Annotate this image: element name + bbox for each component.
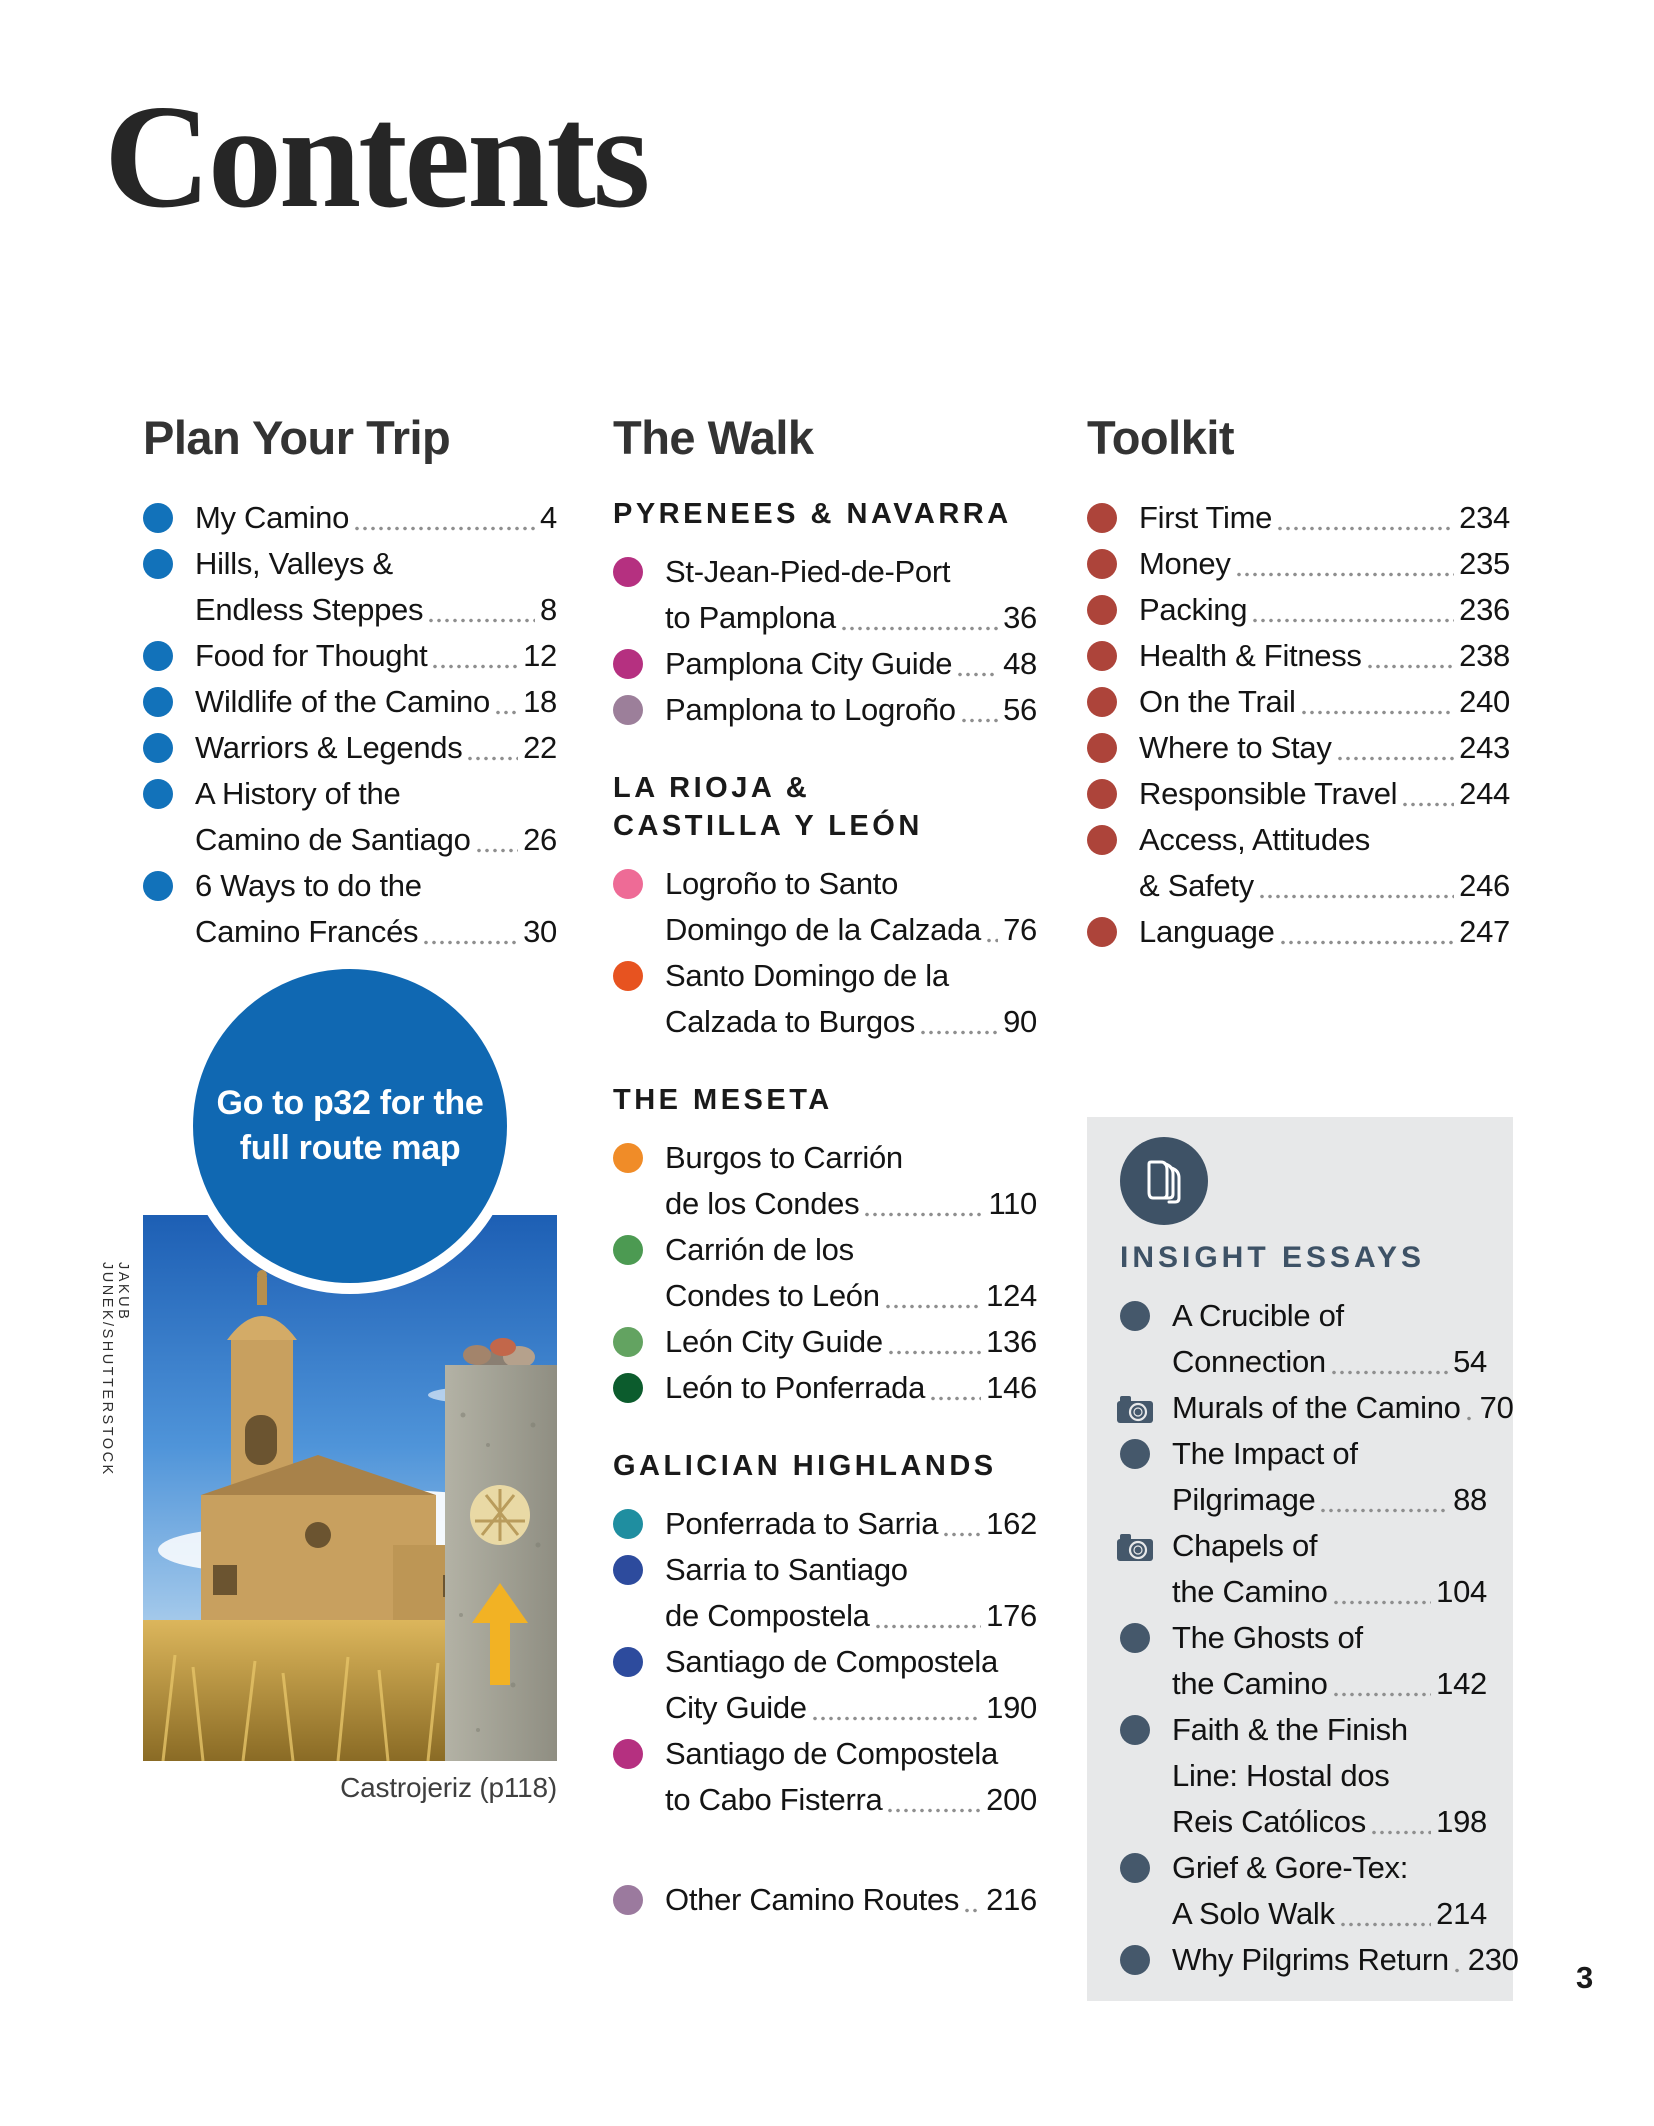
bullet-icon (1120, 1853, 1150, 1883)
bullet-icon (613, 649, 643, 679)
toc-entry-line: to Pamplona (665, 600, 836, 635)
toc-entry-text (665, 1731, 1037, 1823)
photo-credit: JAKUB JUNEK/SHUTTERSTOCK (99, 1262, 131, 1477)
toc-entry-line: My Camino (195, 500, 350, 535)
bullet-icon (143, 549, 173, 579)
leader-dots (1366, 633, 1455, 679)
toc-section (613, 1081, 1037, 1411)
toc-entry[interactable] (613, 1365, 1037, 1411)
leader-dots (874, 1593, 982, 1639)
toc-entry-text (195, 541, 557, 633)
leader-dots (960, 687, 998, 733)
toc-entry-line: First Time (1139, 500, 1273, 535)
toc-entry-text (665, 1227, 1037, 1319)
toc-entry-line: A Solo Walk (1172, 1896, 1335, 1931)
toc-page-number: 136 (986, 1324, 1037, 1359)
toc-entry[interactable] (1087, 817, 1510, 909)
leader-dots (1276, 495, 1454, 541)
toc-entry-line: León to Ponferrada (665, 1370, 926, 1405)
toc-entry[interactable] (1120, 1385, 1514, 1431)
leader-dots (1401, 771, 1454, 817)
column-heading: The Walk (613, 411, 814, 464)
toc-page-number: 104 (1436, 1574, 1487, 1609)
toc-page-number: 198 (1436, 1804, 1487, 1839)
toc-entry-text (195, 863, 557, 955)
toc-entry[interactable] (613, 641, 1037, 687)
toc-page-number: 12 (523, 638, 557, 673)
toc-entry-line: A History of the (195, 776, 401, 811)
toc-entry-text (1172, 1845, 1487, 1937)
leader-dots (1300, 679, 1455, 725)
leader-dots (1370, 1799, 1431, 1845)
leader-dots (886, 1777, 981, 1823)
section-header (613, 1447, 1037, 1485)
toc-page-number: 244 (1459, 776, 1510, 811)
bullet-icon (143, 871, 173, 901)
photo-caption: Castrojeriz (p118) (340, 1772, 557, 1803)
toc-entry-text (1172, 1431, 1487, 1523)
section-header-line: LA RIOJA & (613, 772, 811, 804)
toc-entry[interactable] (613, 1547, 1037, 1639)
leader-dots (1453, 1937, 1463, 1983)
toc-entry-line: On the Trail (1139, 684, 1296, 719)
camera-icon (1120, 1531, 1150, 1561)
toc-entry-line: Money (1139, 546, 1231, 581)
toc-page-number: 26 (523, 822, 557, 857)
toc-entry-line: The Ghosts of (1172, 1620, 1363, 1655)
toc-entry-line: Pilgrimage (1172, 1482, 1316, 1517)
toc-entry-text (1139, 771, 1510, 817)
toc-entry-line: The Impact of (1172, 1436, 1358, 1471)
toc-entry-text (1172, 1293, 1487, 1385)
toc-entry-line: St-Jean-Pied-de-Port (665, 554, 951, 589)
toc-entry-line: Chapels of (1172, 1528, 1318, 1563)
toc-entry[interactable] (143, 541, 557, 633)
bullet-icon (613, 869, 643, 899)
toc-entry-line: the Camino (1172, 1666, 1328, 1701)
bullet-icon (1087, 687, 1117, 717)
toc-entry-line: Access, Attitudes (1139, 822, 1370, 857)
toc-entry-text (665, 549, 1037, 641)
toc-entry-text (1172, 1523, 1487, 1615)
toc-entry-line: Pamplona to Logroño (665, 692, 956, 727)
toc-entry-text (195, 725, 557, 771)
toc-page-number: 216 (986, 1882, 1037, 1917)
toc-page-number: 146 (986, 1370, 1037, 1405)
toc-page-number: 142 (1436, 1666, 1487, 1701)
bullet-icon (1087, 549, 1117, 579)
toc-section (1087, 495, 1510, 955)
camera-icon (1120, 1393, 1150, 1423)
section-header (613, 1081, 1037, 1119)
insight-essays-title: INSIGHT ESSAYS (1120, 1241, 1425, 1274)
bullet-icon (1087, 641, 1117, 671)
toc-entry-text (1172, 1385, 1514, 1431)
toc-entry-line: Endless Steppes (195, 592, 424, 627)
toc-entry-line: Grief & Gore-Tex: (1172, 1850, 1409, 1885)
toc-entry-line: Ponferrada to Sarria (665, 1506, 939, 1541)
castrojeriz-photo (143, 1215, 557, 1761)
toc-entry[interactable] (143, 771, 557, 863)
toc-entry[interactable] (143, 633, 557, 679)
leader-dots (956, 641, 998, 687)
toc-page-number: 22 (523, 730, 557, 765)
toc-page-number: 176 (986, 1598, 1037, 1633)
toc-entry-text (665, 861, 1037, 953)
leader-dots (942, 1501, 981, 1547)
toc-entry-line: Camino de Santiago (195, 822, 471, 857)
toc-entry-text (665, 1547, 1037, 1639)
toc-page-number: 240 (1459, 684, 1510, 719)
toc-entry-text (665, 953, 1037, 1045)
toc-entry-text (665, 1135, 1037, 1227)
leader-dots (1251, 587, 1454, 633)
toc-entry[interactable] (613, 861, 1037, 953)
toc-entry-text (665, 641, 1037, 687)
bullet-icon (143, 503, 173, 533)
toc-page-number: 76 (1003, 912, 1037, 947)
bullet-icon (613, 1143, 643, 1173)
bullet-icon (613, 1373, 643, 1403)
toc-entry[interactable] (1087, 541, 1510, 587)
leader-dots (1279, 909, 1455, 955)
toc-entry-text (665, 1877, 1037, 1923)
leader-dots (422, 909, 518, 955)
toc-entry-text (1139, 587, 1510, 633)
toc-entry-text (195, 679, 557, 725)
toc-page-number: 110 (988, 1186, 1037, 1221)
bullet-icon (143, 641, 173, 671)
toc-page-number: 30 (523, 914, 557, 949)
book-pages-icon (1120, 1137, 1208, 1225)
bullet-icon (1087, 733, 1117, 763)
toc-entry-line: Language (1139, 914, 1275, 949)
toc-entry-line: A Crucible of (1172, 1298, 1344, 1333)
toc-section (613, 769, 1037, 1045)
toc-entry[interactable] (1120, 1431, 1487, 1523)
bullet-icon (1087, 503, 1117, 533)
leader-dots (1339, 1891, 1431, 1937)
toc-entry-line: Line: Hostal dos (1172, 1758, 1390, 1793)
bullet-icon (1120, 1623, 1150, 1653)
toc-entry-line: the Camino (1172, 1574, 1328, 1609)
toc-entry-text (1139, 633, 1510, 679)
toc-entry-line: Burgos to Carrión (665, 1140, 903, 1175)
section-header (613, 769, 1037, 845)
toc-entry-line: Faith & the Finish (1172, 1712, 1408, 1747)
toc-entry[interactable] (143, 495, 557, 541)
toc-entry-line: Murals of the Camino (1172, 1390, 1461, 1425)
leader-dots (929, 1365, 981, 1411)
bullet-icon (1087, 595, 1117, 625)
toc-entry-line: Food for Thought (195, 638, 428, 673)
toc-entry[interactable] (613, 1639, 1037, 1731)
toc-entry-text (1139, 817, 1510, 909)
toc-entry-text (1139, 495, 1510, 541)
bullet-icon (1120, 1715, 1150, 1745)
toc-entry-text (1139, 909, 1510, 955)
toc-page-number: 190 (986, 1690, 1037, 1725)
leader-dots (963, 1877, 981, 1923)
bullet-icon (613, 1327, 643, 1357)
toc-entry[interactable] (613, 953, 1037, 1045)
toc-page-number: 247 (1459, 914, 1510, 949)
toc-entry-line: Where to Stay (1139, 730, 1332, 765)
bullet-icon (143, 733, 173, 763)
callout-text: Go to p32 for the (216, 1084, 484, 1122)
bullet-icon (613, 1235, 643, 1265)
toc-entry-line: de los Condes (665, 1186, 860, 1221)
toc-entry-line: Logroño to Santo (665, 866, 899, 901)
toc-page-number: 36 (1003, 600, 1037, 635)
toc-entry[interactable] (613, 1877, 1037, 1923)
leader-dots (887, 1319, 981, 1365)
bullet-icon (613, 1509, 643, 1539)
toc-entry-line: 6 Ways to do the (195, 868, 422, 903)
bullet-icon (1087, 917, 1117, 947)
toc-page-number: 70 (1479, 1390, 1514, 1425)
leader-dots (494, 679, 518, 725)
callout-text: full route map (239, 1129, 461, 1167)
leader-dots (863, 1181, 983, 1227)
bullet-icon (613, 695, 643, 725)
bullet-icon (1120, 1945, 1150, 1975)
leader-dots (1319, 1477, 1448, 1523)
section-header-line: THE MESETA (613, 1084, 833, 1116)
leader-dots (1465, 1385, 1475, 1431)
page-title: Contents (104, 75, 648, 239)
toc-entry[interactable] (143, 863, 557, 955)
toc-entry[interactable] (143, 679, 557, 725)
toc-entry-text (665, 687, 1037, 733)
section-header (613, 495, 1037, 533)
toc-entry-line: Carrión de los (665, 1232, 854, 1267)
toc-page-number: 236 (1459, 592, 1510, 627)
leader-dots (1332, 1661, 1432, 1707)
section-header-line: GALICIAN HIGHLANDS (613, 1450, 997, 1482)
toc-entry-line: City Guide (665, 1690, 807, 1725)
toc-entry-line: Sarria to Santiago (665, 1552, 908, 1587)
toc-entry-text (1139, 679, 1510, 725)
toc-entry[interactable] (1120, 1937, 1519, 1983)
leader-dots (1258, 863, 1454, 909)
toc-entry[interactable] (1087, 633, 1510, 679)
toc-entry-line: Pamplona City Guide (665, 646, 953, 681)
leader-dots (431, 633, 518, 679)
toc-page-number: 56 (1003, 692, 1037, 727)
toc-entry-text (665, 1319, 1037, 1365)
leader-dots (1336, 725, 1455, 771)
section-header-line: PYRENEES & NAVARRA (613, 498, 1012, 530)
leader-dots (884, 1273, 981, 1319)
toc-page-number: 124 (986, 1278, 1037, 1313)
page-number: 3 (1576, 1960, 1594, 1995)
column-heading: Toolkit (1087, 411, 1235, 464)
toc-entry-text (665, 1639, 1037, 1731)
toc-entry[interactable] (1087, 725, 1510, 771)
toc-entry-line: Health & Fitness (1139, 638, 1362, 673)
toc-entry-line: Hills, Valleys & (195, 546, 393, 581)
toc-entry[interactable] (1120, 1845, 1487, 1937)
toc-page-number: 243 (1459, 730, 1510, 765)
toc-entry[interactable] (613, 1135, 1037, 1227)
toc-page-number: 246 (1459, 868, 1510, 903)
toc-entry-text (1172, 1937, 1519, 1983)
toc-entry[interactable] (613, 549, 1037, 641)
toc-entry[interactable] (1087, 587, 1510, 633)
toc-entry-line: León City Guide (665, 1324, 883, 1359)
leader-dots (811, 1685, 981, 1731)
toc-entry-line: Other Camino Routes (665, 1882, 960, 1917)
toc-section (613, 495, 1037, 733)
toc-page-number: 235 (1459, 546, 1510, 581)
bullet-icon (143, 687, 173, 717)
toc-entry[interactable] (613, 1501, 1037, 1547)
column-heading: Plan Your Trip (143, 411, 451, 464)
leader-dots (466, 725, 518, 771)
bullet-icon (143, 779, 173, 809)
toc-entry-text (1172, 1707, 1487, 1845)
toc-entry-line: Warriors & Legends (195, 730, 463, 765)
toc-entry-line: Condes to León (665, 1278, 880, 1313)
toc-entry-line: Wildlife of the Camino (195, 684, 490, 719)
toc-page-number: 90 (1003, 1004, 1037, 1039)
toc-entry[interactable] (1087, 909, 1510, 955)
bullet-icon (613, 1555, 643, 1585)
route-map-callout[interactable] (182, 958, 518, 1294)
toc-page-number: 8 (540, 592, 557, 627)
toc-entry[interactable] (613, 1227, 1037, 1319)
leader-dots (427, 587, 535, 633)
toc-section (613, 1877, 1037, 1923)
toc-entry[interactable] (1120, 1707, 1487, 1845)
toc-entry-text (1139, 725, 1510, 771)
toc-page-number: 54 (1453, 1344, 1487, 1379)
toc-page-number: 200 (986, 1782, 1037, 1817)
leader-dots (985, 907, 998, 953)
toc-entry-text (195, 771, 557, 863)
toc-entry-line: Camino Francés (195, 914, 419, 949)
toc-entry[interactable] (613, 1731, 1037, 1823)
toc-entry-text (1172, 1615, 1487, 1707)
toc-page-number: 162 (986, 1506, 1037, 1541)
toc-entry-text (665, 1501, 1037, 1547)
bullet-icon (1087, 825, 1117, 855)
toc-entry-text (665, 1365, 1037, 1411)
toc-entry-line: & Safety (1139, 868, 1254, 903)
toc-entry-line: Domingo de la Calzada (665, 912, 981, 947)
leader-dots (919, 999, 998, 1045)
toc-entry[interactable] (1120, 1615, 1487, 1707)
bullet-icon (1120, 1439, 1150, 1469)
toc-entry[interactable] (613, 1319, 1037, 1365)
leader-dots (353, 495, 535, 541)
bullet-icon (613, 1739, 643, 1769)
toc-entry[interactable] (1087, 495, 1510, 541)
toc-page-number: 18 (523, 684, 557, 719)
bullet-icon (613, 1885, 643, 1915)
leader-dots (1332, 1569, 1432, 1615)
toc-entry-line: Connection (1172, 1344, 1326, 1379)
toc-page-number: 238 (1459, 638, 1510, 673)
leader-dots (840, 595, 998, 641)
toc-entry[interactable] (1120, 1293, 1487, 1385)
toc-page-number: 4 (540, 500, 557, 535)
bullet-icon (613, 1647, 643, 1677)
toc-section (143, 495, 557, 955)
bullet-icon (1087, 779, 1117, 809)
toc-entry[interactable] (1087, 771, 1510, 817)
toc-entry-line: Calzada to Burgos (665, 1004, 915, 1039)
toc-entry[interactable] (1087, 679, 1510, 725)
toc-entry-text (195, 495, 557, 541)
toc-entry-line: de Compostela (665, 1598, 870, 1633)
toc-entry-line: Responsible Travel (1139, 776, 1398, 811)
toc-entry-line: to Cabo Fisterra (665, 1782, 883, 1817)
toc-page-number: 214 (1436, 1896, 1487, 1931)
leader-dots (1330, 1339, 1448, 1385)
toc-page-number: 48 (1003, 646, 1037, 681)
toc-entry-line: Packing (1139, 592, 1248, 627)
insight-essays-box (1087, 1117, 1519, 2001)
toc-entry-line: Santiago de Compostela (665, 1644, 998, 1679)
toc-entry-line: Santo Domingo de la (665, 958, 949, 993)
toc-entry-text (1139, 541, 1510, 587)
bullet-icon (1120, 1301, 1150, 1331)
column-plan-your-trip (143, 411, 557, 955)
section-header-line: CASTILLA Y LEÓN (613, 810, 923, 842)
column-toolkit (1087, 411, 1510, 955)
toc-section (613, 1447, 1037, 1823)
leader-dots (475, 817, 519, 863)
toc-entry-line: Why Pilgrims Return (1172, 1942, 1449, 1977)
toc-entry-line: Santiago de Compostela (665, 1736, 998, 1771)
leader-dots (1235, 541, 1455, 587)
toc-entry[interactable] (1120, 1523, 1487, 1615)
toc-page-number: 230 (1467, 1942, 1519, 1977)
bullet-icon (613, 557, 643, 587)
bullet-icon (613, 961, 643, 991)
toc-entry[interactable] (143, 725, 557, 771)
toc-entry-text (195, 633, 557, 679)
column-the-walk (613, 411, 1037, 1923)
toc-page-number: 234 (1459, 500, 1510, 535)
toc-page-number: 88 (1453, 1482, 1487, 1517)
toc-entry-line: Reis Católicos (1172, 1804, 1366, 1839)
toc-entry[interactable] (613, 687, 1037, 733)
